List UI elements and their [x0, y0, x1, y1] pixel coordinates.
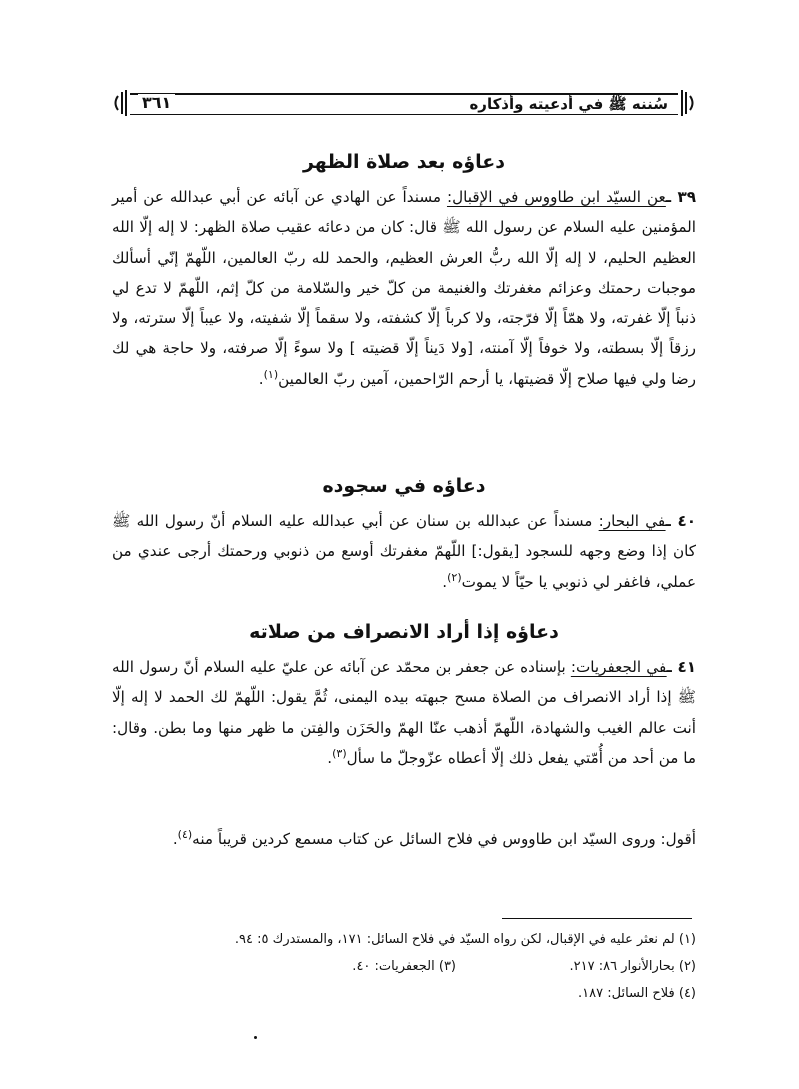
- footnote-4: (٤) فلاح السائل: ١٨٧.: [578, 986, 696, 1001]
- punctuation: .: [442, 572, 448, 591]
- section-heading: دعاؤه بعد صلاة الظهر: [302, 151, 506, 173]
- note-paragraph: [112, 824, 696, 854]
- page-number: ٣٦١: [138, 94, 175, 112]
- note-lead: أقول:: [660, 830, 696, 848]
- entry-text: مسنداً عن الهادي عن آبائه عن أبي عبدالله عن أمير المؤمنين عليه السلام عن رسول الله ﷺ قال: كان من دعائه عقيب صلاة الظهر: لا إله إلّا الله العظيم الحليم، لا إله إلّا الله ربُّ العرش العظيم، والحمد لله ربّ العالمين، اللّهمّ إنّي أسألك موجبات رحمتك وعزائم مغفرتك والغنيمة من كلّ خير والسّلامة من كلّ إثم، اللّهمّ لا تدع لي ذنباً إلّا غفرته، ولا همّاً إلّا فرّجته، ولا كرباً إلّا كشفته، ولا سقماً إلّا شفيته، ولا عيباً إلّا سترته، ولا رزقاً إلّا بسطته، ولا خوفاً إلّا آمنته، [ولا دَيناً إلّا قضيته ] ولا سوءً إلّا صرفته، ولا حاجة هي لك رضا ولي فيها صلاح إلّا قضيتها، يا أرحم الرّاحمين، آمين ربّ العالمين: [112, 188, 696, 388]
- footnotes: [112, 926, 696, 1007]
- footnote-3: (٣) الجعفريات: ٤٠.: [352, 959, 456, 974]
- punctuation: .: [172, 830, 178, 848]
- footnote-line: [112, 980, 696, 1007]
- entry-source: عن السيّد ابن طاووس في الإقبال:: [446, 188, 666, 206]
- footnote-1: (١) لم نعثر عليه في الإقبال، لكن رواه السيّد في فلاح السائل: ١٧١، والمستدرك ٥: ٩٤.: [234, 932, 696, 947]
- footnote-ref: (١): [263, 367, 279, 381]
- footnote-separator: [502, 918, 692, 919]
- entry-39: [112, 182, 696, 394]
- entry-paragraph: [112, 652, 696, 773]
- running-header: [112, 88, 696, 118]
- punctuation: .: [327, 748, 333, 767]
- footnote-2: (٢) بحارالأنوار ٨٦: ٢١٧.: [569, 959, 696, 974]
- header-rule-bottom: [130, 114, 678, 115]
- entry-40: [112, 506, 696, 597]
- footnote-ref: (٣): [332, 746, 347, 760]
- note-text: وروى السيّد ابن طاووس في فلاح السائل عن كتاب مسمع كردين قريباً منه: [192, 830, 661, 848]
- footnote-ref: (٤): [177, 827, 193, 841]
- footnote-line: [112, 926, 696, 953]
- footnote-line: [112, 953, 696, 980]
- entry-41: [112, 652, 696, 773]
- author-note: [112, 824, 696, 854]
- header-ornament-right-icon: [680, 88, 696, 118]
- section-heading: دعاؤه إذا أراد الانصراف من صلاته: [249, 621, 559, 643]
- section-heading: دعاؤه في سجوده: [322, 475, 486, 497]
- entry-number: ٤١ ـ: [666, 658, 696, 676]
- page-dot-mark: [254, 1036, 257, 1039]
- entry-number: ٣٩ ـ: [665, 188, 696, 206]
- entry-paragraph: [112, 506, 696, 597]
- entry-text: مسنداً عن عبدالله بن سنان عن أبي عبدالله عليه السلام أنّ رسول الله ﷺ كان إذا وضع وجهه للسجود [يقول:] اللّهمّ مغفرتك أوسع من ذنوبي ورحمتك أرجى عندي من عملي، فاغفر لي ذنوبي يا حيّاً لا يموت: [112, 512, 696, 591]
- entry-source: في الجعفريات:: [570, 658, 667, 676]
- footnote-ref: (٢): [447, 570, 462, 584]
- header-ornament-left-icon: [112, 88, 128, 118]
- entry-source: في البحار:: [598, 512, 666, 530]
- entry-text: بإسناده عن جعفر بن محمّد عن آبائه عن عليّ عليه السلام أنّ رسول الله ﷺ إذا أراد الانصراف من الصلاة مسح جبهته بيده اليمنى، ثُمَّ يقول: اللّهمّ لك الحمد لا إله إلّا أنت عالم الغيب والشهادة، اللّهمّ أذهب عنّا الهمّ والحَزَن والفِتن ما ظهر منها وما بطن. وقال: ما من أحد من أُمّتي يفعل ذلك إلّا أعطاه عزّوجلّ ما سأل: [112, 658, 696, 767]
- entry-number: ٤٠ ـ: [665, 512, 696, 530]
- entry-paragraph: [112, 182, 696, 394]
- running-header-title: سُننه ﷺ في أدعيته وأذكاره: [465, 95, 672, 113]
- punctuation: .: [258, 369, 264, 388]
